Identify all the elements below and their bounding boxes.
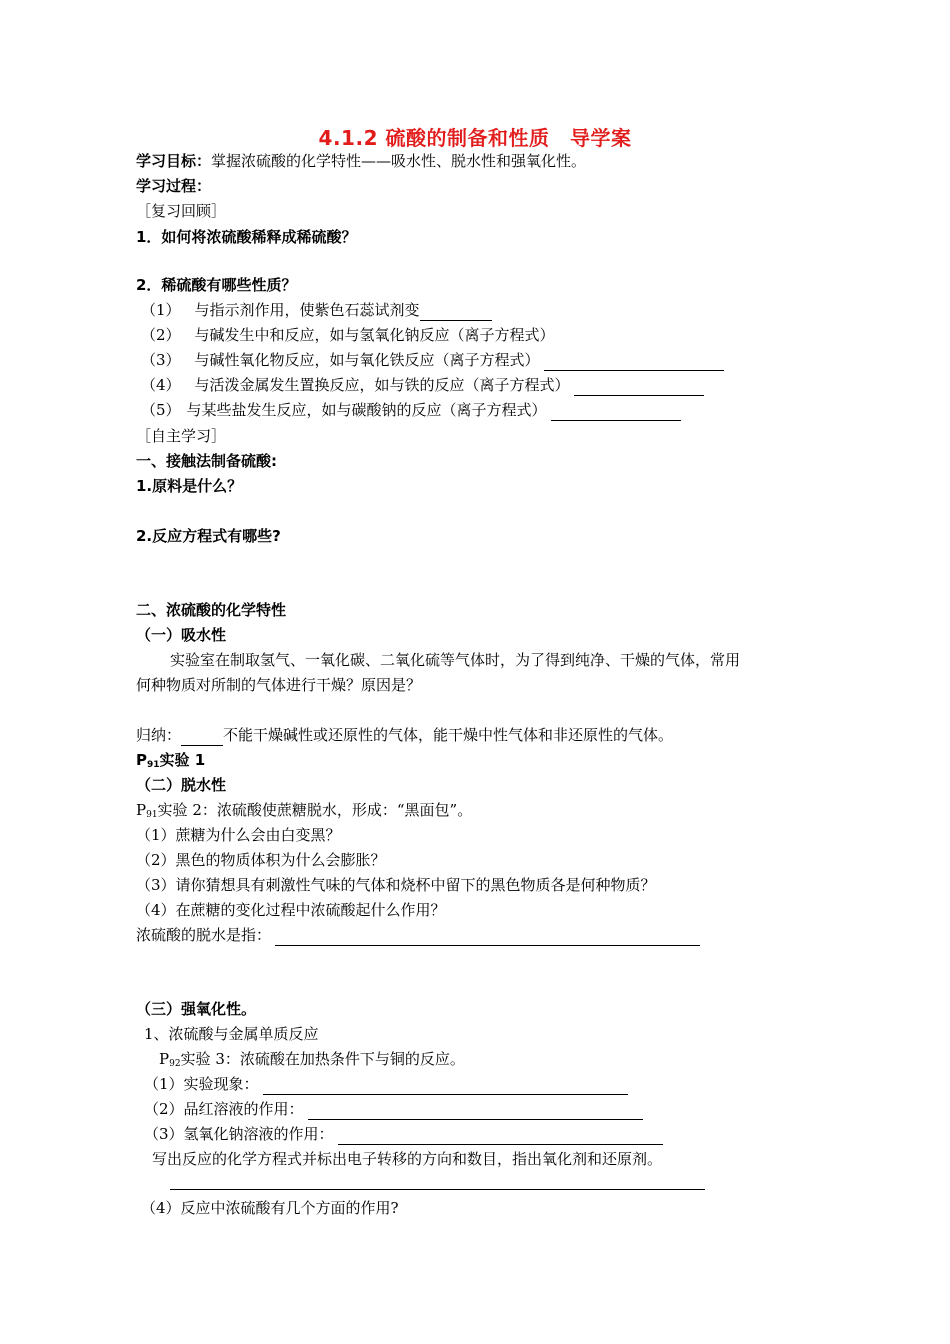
answer-blank[interactable] — [544, 354, 724, 371]
summary-label: 归纳： — [136, 726, 182, 744]
answer-line[interactable] — [170, 1189, 705, 1190]
page-ref-number: 91 — [146, 810, 158, 820]
property-number: （4） — [141, 376, 181, 394]
dehydrate-heading: （二）脱水性 — [136, 776, 227, 794]
answer-blank[interactable] — [551, 404, 681, 421]
page-title: 4.1.2 硫酸的制备和性质 导学案 — [318, 126, 632, 150]
page-ref: P — [136, 801, 147, 819]
dehydrate-question: （3）请你猜想具有刺激性气味的气体和烧杯中留下的黑色物质各是何种物质？ — [136, 876, 656, 894]
property-item — [141, 399, 681, 421]
experiment-question-text: （1）实验现象： — [144, 1075, 259, 1093]
experiment-question — [144, 1123, 663, 1145]
page-ref-number: 91 — [147, 760, 160, 770]
experiment-label: 实验 3：浓硫酸在加热条件下与铜的反应。 — [180, 1050, 465, 1068]
absorb-paragraph: 何种物质对所制的气体进行干燥？原因是？ — [136, 676, 422, 694]
question-raw-materials: 1.原料是什么？ — [136, 477, 243, 495]
process-label: 学习过程： — [136, 177, 212, 195]
objectives-label: 学习目标： — [136, 152, 212, 170]
answer-blank[interactable] — [181, 729, 223, 746]
experiment-label: 实验 1 — [159, 751, 206, 769]
property-item — [141, 299, 492, 321]
absorb-paragraph: 实验室在制取氢气、一氧化碳、二氧化硫等气体时，为了得到纯净、干燥的气体，常用 — [170, 651, 741, 669]
property-item — [141, 349, 724, 371]
oxidize-heading: （三）强氧化性。 — [136, 1000, 257, 1018]
objectives-line — [136, 150, 586, 172]
experiment-question-text: （3）氢氧化钠溶液的作用： — [144, 1125, 334, 1143]
answer-blank[interactable] — [275, 929, 700, 946]
dehydrate-definition-line — [136, 924, 700, 946]
experiment-1 — [136, 749, 205, 776]
answer-blank[interactable] — [338, 1128, 663, 1145]
property-number: （2） — [141, 326, 181, 344]
experiment-label: 实验 2：浓硫酸使蔗糖脱水，形成：“黑面包”。 — [157, 801, 473, 819]
write-equation-instruction: 写出反应的化学方程式并标出电子转移的方向和数目，指出氧化剂和还原剂。 — [152, 1150, 663, 1168]
property-number: （3） — [141, 351, 181, 369]
question-dilute: 1．如何将浓硫酸稀释成稀硫酸？ — [136, 228, 357, 246]
answer-blank[interactable] — [308, 1103, 643, 1120]
question-equations: 2.反应方程式有哪些? — [136, 527, 281, 545]
property-text: 与指示剂作用，使紫色石蕊试剂变 — [194, 301, 420, 319]
experiment-question — [144, 1073, 628, 1095]
page-ref: P — [136, 751, 147, 769]
question-dilute-properties: 2．稀硫酸有哪些性质？ — [136, 276, 297, 294]
page-ref-number: 92 — [169, 1059, 181, 1069]
absorb-heading: （一）吸水性 — [136, 626, 227, 644]
property-text: 与碱发生中和反应，如与氢氧化钠反应（离子方程式） — [194, 326, 555, 344]
property-item — [141, 374, 704, 396]
property-number: （1） — [141, 301, 181, 319]
self-study-heading: ［自主学习］ — [136, 427, 227, 445]
experiment-2 — [136, 799, 472, 826]
property-text: 与某些盐发生反应，如与碳酸钠的反应（离子方程式） — [186, 401, 547, 419]
answer-blank[interactable] — [263, 1078, 628, 1095]
property-text: 与碱性氧化物反应，如与氧化铁反应（离子方程式） — [194, 351, 540, 369]
dehydrate-question: （4）在蔗糖的变化过程中浓硫酸起什么作用？ — [136, 901, 446, 919]
dehydrate-question: （2）黑色的物质体积为什么会膨胀？ — [136, 851, 386, 869]
dehydrate-definition-label: 浓硫酸的脱水是指： — [136, 926, 272, 944]
experiment-question-text: （2）品红溶液的作用： — [144, 1100, 304, 1118]
experiment-question: （4）反应中浓硫酸有几个方面的作用? — [141, 1199, 399, 1217]
contact-process-heading: 一、接触法制备硫酸: — [136, 452, 277, 470]
metal-reaction-heading: 1、浓硫酸与金属单质反应 — [144, 1025, 319, 1043]
summary-line — [136, 724, 673, 746]
answer-blank[interactable] — [574, 379, 704, 396]
dehydrate-question: （1）蔗糖为什么会由白变黑？ — [136, 826, 341, 844]
review-heading: ［复习回顾］ — [136, 202, 227, 220]
answer-blank[interactable] — [420, 304, 492, 321]
page-ref: P — [159, 1050, 170, 1068]
property-item — [141, 324, 555, 346]
experiment-question — [144, 1098, 643, 1120]
property-text: 与活泼金属发生置换反应，如与铁的反应（离子方程式） — [194, 376, 570, 394]
experiment-3 — [159, 1048, 465, 1075]
chem-properties-heading: 二、浓硫酸的化学特性 — [136, 601, 287, 619]
summary-text: 不能干燥碱性或还原性的气体，能干燥中性气体和非还原性的气体。 — [223, 726, 674, 744]
objectives-text: 掌握浓硫酸的化学特性——吸水性、脱水性和强氧化性。 — [211, 152, 587, 170]
property-number: （5） — [141, 401, 181, 419]
